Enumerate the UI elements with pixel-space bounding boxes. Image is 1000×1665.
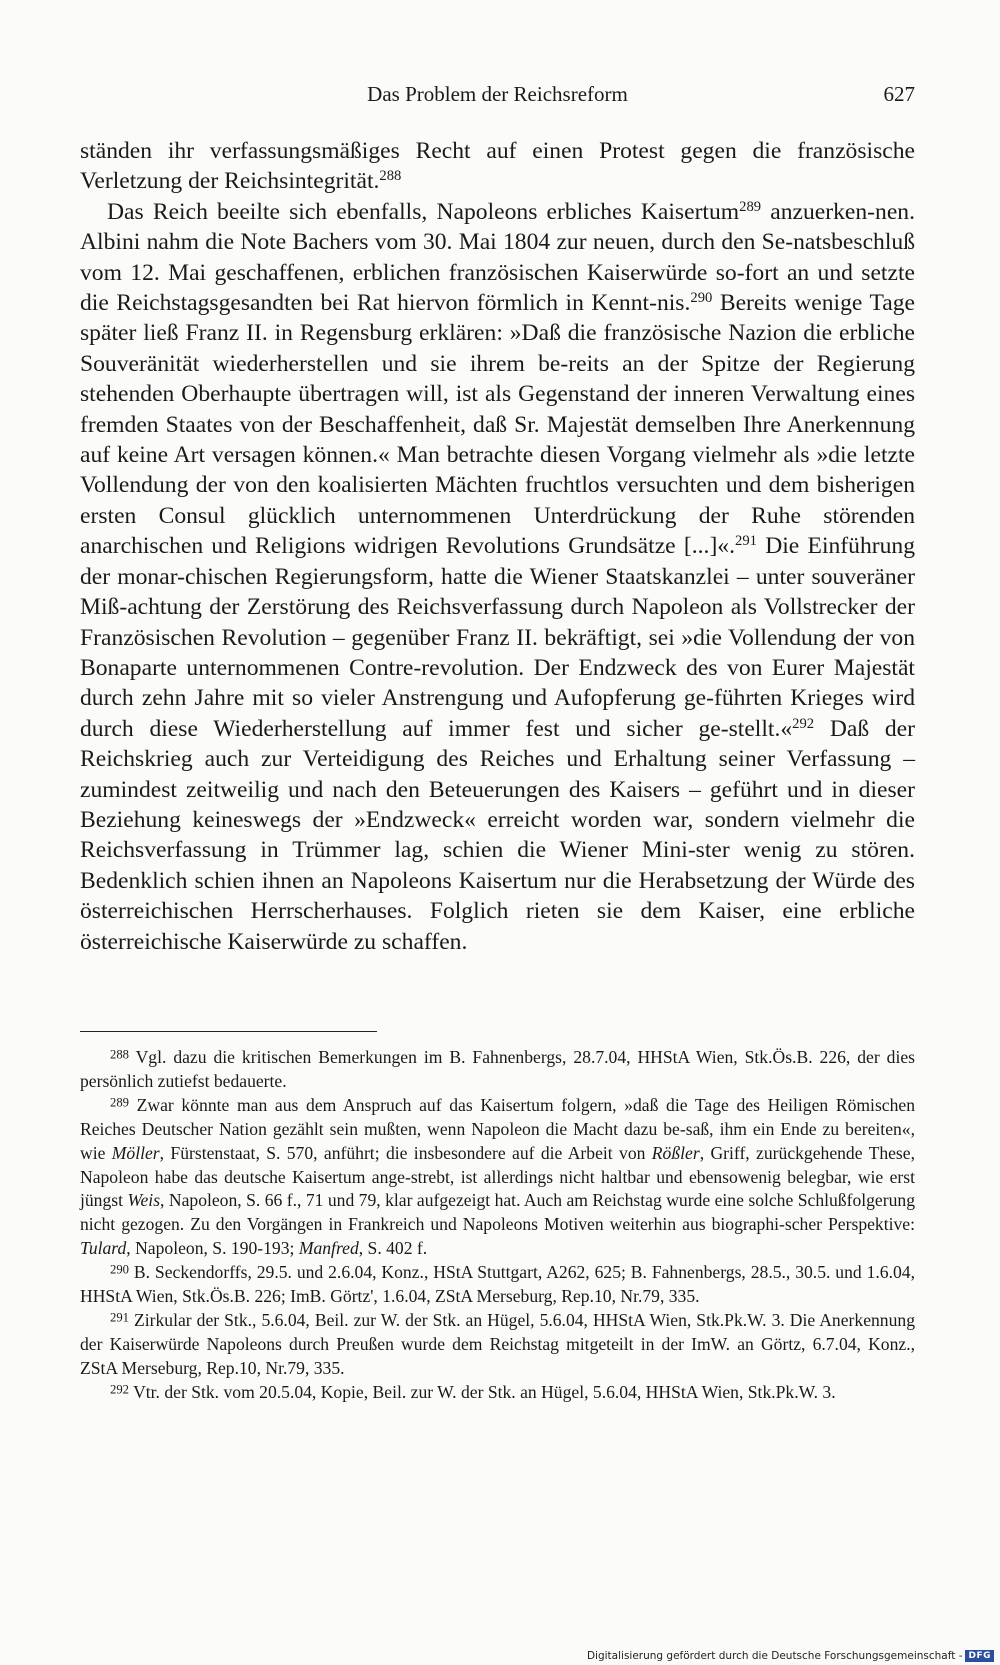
footnote-text: Zwar könnte man aus dem Anspruch auf das Kaisertum folgern, »daß die Tage des Heiligen Römischen Reiches Deutscher Nation gezählt sein mußten, wenn Napoleon die Macht dazu be-saß, ihm ein Ende zu bereiten«, wie	[80, 1094, 915, 1163]
footnote-separator	[80, 1031, 377, 1032]
text-run: Daß der Reichskrieg auch zur Verteidigung des Reiches und Erhaltung seiner Verfassung – zumindest zeitweilig und nach den Beteuerungen des Kaisers – geführt und in dieser Beziehung keineswegs der »Endzweck« erreicht worden war, sondern vielmehr die Reichsverfassung in Trümmer lag, schien die Wiener Mini-ster wenig zu stören. Bedenklich schien ihnen an Napoleons Kaisertum nur die Herabsetzung der Würde des österreichischen Herrscherhauses. Folglich rieten sie dem Kaiser, eine erbliche österreichische Kaiserwürde zu schaffen.	[80, 715, 915, 955]
author-name: Möller	[111, 1142, 160, 1163]
footnote-text: Vtr. der Stk. vom 20.5.04, Kopie, Beil. zur W. der Stk. an Hügel, 5.6.04, HHStA Wien, Stk.Pk.W. 3.	[128, 1381, 836, 1402]
footnote-text: , Fürstenstaat, S. 570, anführt; die insbesondere auf die Arbeit von	[159, 1142, 652, 1163]
footnotes	[80, 1046, 915, 1405]
footnote-ref: 291	[735, 533, 757, 550]
footnote-text: , Napoleon, S. 190-193;	[126, 1238, 299, 1259]
footnote-number: 291	[110, 1310, 129, 1325]
running-title: Das Problem der Reichsreform	[367, 82, 628, 106]
text-run: Die Einführung der monar-chischen Regierungsform, hatte die Wiener Staatskanzlei – unter souveräner Miß-achtung der Zerstörung des Reichsverfassung durch Napoleon als Vollstrecker der Französischen Revolution – gegenüber Franz II. bekräftigt, sei »die Vollendung der von Bonaparte unternommenen Contre-revolution. Der Endzweck des von Eurer Majestät durch zehn Jahre mit so vieler Anstrengung und Aufopferung ge-führten Krieges wird durch diese Wiederherstellung auf immer fest und sicher ge-stellt.«	[80, 533, 916, 742]
paragraph	[80, 136, 915, 197]
footnote-text: Vgl. dazu die kritischen Bemerkungen im B. Fahnenbergs, 28.7.04, HHStA Wien, Stk.Ös.B. 226, der dies persönlich zutiefst bedauerte.	[80, 1047, 915, 1091]
text-run: anzuerken-nen. Albini nahm die Note Bachers vom 30. Mai 1804 zur neuen, durch den Se-natsbeschluß vom 12. Mai geschaffenen, erblichen französischen Kaiserwürde so-fort an und setzte die Reichstagsgesandten bei Rat hiervon förmlich in Kennt-nis.	[80, 198, 915, 317]
footnote-text: , Griff, zurückgehende These, Napoleon habe das deutsche Kaisertum ange-strebt, ist allerdings nicht haltbar und ebensowenig belegbar, wie erst jüngst	[80, 1142, 915, 1211]
footnote-290	[80, 1261, 915, 1309]
footnote-number: 288	[110, 1047, 129, 1062]
footnote-text: , S. 402 f.	[358, 1238, 428, 1259]
footnote-number: 289	[110, 1095, 129, 1110]
text-run: Das Reich beeilte sich ebenfalls, Napoleons erbliches Kaisertum	[107, 198, 740, 225]
footnote-text: B. Seckendorffs, 29.5. und 2.6.04, Konz., HStA Stuttgart, A262, 625; B. Fahnenbergs, 28.5., 30.5. und 1.6.04, HHStA Wien, Stk.Ös.B. 226; ImB. Görtz', 1.6.04, ZStA Merseburg, Rep.10, Nr.79, 335.	[80, 1262, 915, 1307]
main-text	[80, 136, 915, 957]
digitization-credit	[587, 1650, 994, 1662]
text-run: ständen ihr verfassungsmäßiges Recht auf einen Protest gegen die französische Verletzung der Reichsintegrität.	[80, 138, 915, 195]
page-number: 627	[883, 82, 915, 106]
footnote-291	[80, 1309, 915, 1381]
footnote-ref: 290	[690, 289, 713, 306]
footnote-text: , Napoleon, S. 66 f., 71 und 79, klar aufgezeigt hat. Auch am Reichstag wurde eine solche Schlußfolgerung nicht gezogen. Zu den Vorgängen in Frankreich und Napoleons Motiven weiterhin aus biographi-scher Perspektive:	[80, 1190, 915, 1235]
footnote-288	[80, 1046, 915, 1094]
footnote-text: Zirkular der Stk., 5.6.04, Beil. zur W. der Stk. an Hügel, 5.6.04, HHStA Wien, Stk.Pk.W. 3. Die Anerkennung der Kaiserwürde Napoleons durch Preußen wurde dem Reichstag mitgeteilt in der ImW. an Görtz, 6.7.04, Konz., ZStA Merseburg, Rep.10, Nr.79, 335.	[80, 1309, 915, 1378]
footnote-ref: 289	[739, 198, 762, 215]
footnote-number: 290	[110, 1262, 129, 1277]
credit-text: Digitalisierung gefördert durch die Deutsche Forschungsgemeinschaft -	[586, 1650, 963, 1662]
author-name: Tulard	[80, 1238, 127, 1259]
footnote-ref: 288	[379, 168, 402, 185]
running-header	[80, 78, 915, 112]
author-name: Manfred	[298, 1238, 359, 1259]
paragraph	[80, 197, 915, 957]
dfg-logo-icon: DFG	[965, 1650, 994, 1662]
footnote-number: 292	[110, 1382, 129, 1397]
author-name: Rößler	[651, 1142, 700, 1163]
footnote-289	[80, 1094, 915, 1261]
text-run: Bereits wenige Tage später ließ Franz II. in Regensburg erklären: »Daß die französische Nazion die erbliche Souveränität wiederherstellen und sie ihrem be-reits an der Spitze der Regierung stehenden Oberhaupte übertragen will, ist als Gegenstand der inneren Verwaltung eines fremden Staates von der Beschaffenheit, daß Sr. Majestät demselben Ihre Anerkennung auf keine Art versagen können.« Man betrachte diesen Vorgang vielmehr als »die letzte Vollendung der von den koalisierten Mächten fruchtlos versuchten und dem bisherigen ersten Consul glücklich unternommenen Unterdrückung der Ruhe störenden anarchischen und Religions widrigen Revolutions Grundsätze [...]«.	[80, 290, 915, 560]
footnote-ref: 292	[792, 715, 815, 732]
footnote-292	[80, 1381, 915, 1405]
author-name: Weis	[127, 1190, 161, 1211]
